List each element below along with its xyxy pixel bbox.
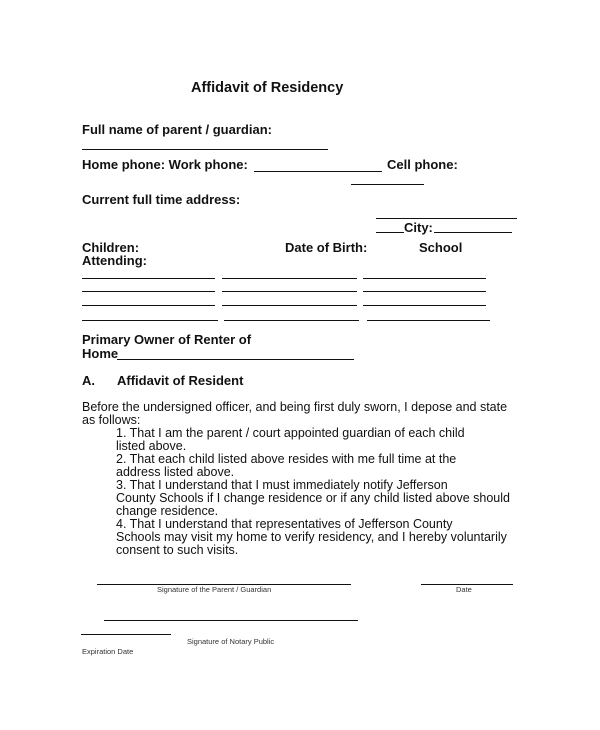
date-label: Date xyxy=(456,585,472,594)
address-label: Current full time address: xyxy=(82,192,241,207)
work-phone-field[interactable] xyxy=(254,171,382,172)
child-school-field[interactable] xyxy=(363,291,486,292)
parent-name-field[interactable] xyxy=(82,149,328,150)
child-name-field[interactable] xyxy=(82,305,215,306)
child-school-field[interactable] xyxy=(367,320,490,321)
children-label: Children: xyxy=(82,240,140,255)
item-3-line: 3. That I understand that I must immediately notify Jefferson xyxy=(116,478,448,492)
intro-line: as follows: xyxy=(82,413,141,427)
address-field[interactable] xyxy=(376,218,517,219)
item-1-line: listed above. xyxy=(116,439,187,453)
owner-label-line2: Home xyxy=(82,346,119,361)
intro-line: Before the undersigned officer, and being first duly sworn, I depose and state xyxy=(82,400,508,414)
parent-name-label: Full name of parent / guardian: xyxy=(82,122,272,137)
city-field[interactable] xyxy=(434,232,512,233)
child-name-field[interactable] xyxy=(82,320,218,321)
child-dob-field[interactable] xyxy=(224,320,359,321)
expiration-date-field[interactable] xyxy=(81,634,171,635)
city-field-prefix[interactable] xyxy=(376,232,404,233)
document-title: Affidavit of Residency xyxy=(191,80,344,96)
parent-signature-label: Signature of the Parent / Guardian xyxy=(157,585,272,594)
item-3-line: change residence. xyxy=(116,504,219,518)
cell-phone-label: Cell phone: xyxy=(387,157,458,172)
owner-field[interactable] xyxy=(117,359,354,360)
dob-label: Date of Birth: xyxy=(285,240,368,255)
child-dob-field[interactable] xyxy=(222,278,357,279)
cell-phone-field[interactable] xyxy=(351,184,424,185)
section-heading: Affidavit of Resident xyxy=(117,373,244,388)
item-4-line: consent to such visits. xyxy=(116,543,239,557)
item-4-line: Schools may visit my home to verify residency, and I hereby voluntarily xyxy=(116,530,507,544)
child-school-field[interactable] xyxy=(363,278,486,279)
child-name-field[interactable] xyxy=(82,278,215,279)
child-school-field[interactable] xyxy=(363,305,486,306)
item-4-line: 4. That I understand that representatives of Jefferson County xyxy=(116,517,453,531)
item-1-line: 1. That I am the parent / court appointed guardian of each child xyxy=(116,426,465,440)
expiration-date-label: Expiration Date xyxy=(82,647,134,656)
notary-signature-label: Signature of Notary Public xyxy=(187,637,275,646)
item-2-line: 2. That each child listed above resides with me full time at the xyxy=(116,452,457,466)
item-3-line: County Schools if I change residence or if any child listed above should xyxy=(116,491,510,505)
child-dob-field[interactable] xyxy=(222,291,357,292)
section-letter: A. xyxy=(82,373,95,388)
child-dob-field[interactable] xyxy=(222,305,357,306)
owner-label-line1: Primary Owner of Renter of xyxy=(82,332,252,347)
home-work-phone-label: Home phone: Work phone: xyxy=(82,157,248,172)
child-name-field[interactable] xyxy=(82,291,215,292)
city-label: City: xyxy=(404,220,433,235)
item-2-line: address listed above. xyxy=(116,465,235,479)
school-label: School xyxy=(419,240,463,255)
notary-signature-field[interactable] xyxy=(104,620,358,621)
attending-label: Attending: xyxy=(82,253,147,268)
